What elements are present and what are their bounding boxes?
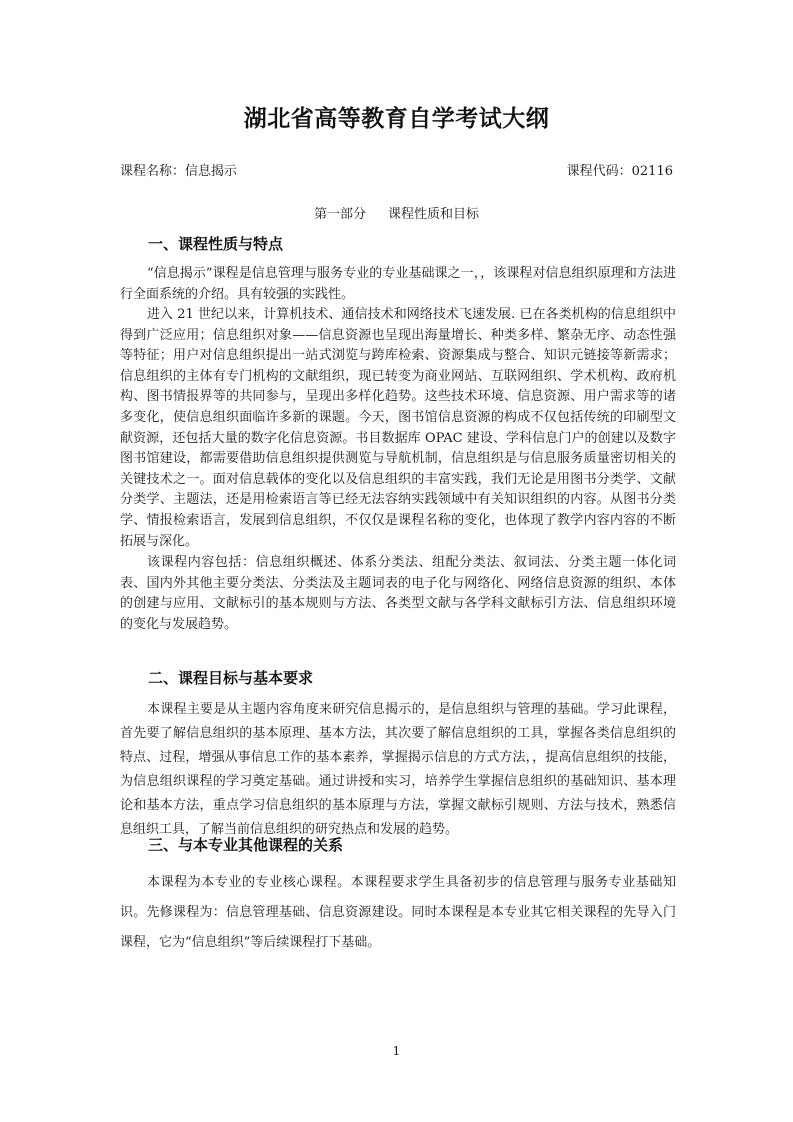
section-1-paragraph-3: 该课程内容包括：信息组织概述、体系分类法、组配分类法、叙词法、分类主题一体化词表、国内外其他主要分类法、分类法及主题词表的电子化与网络化、网络信息资源的组织、本体的创建与应用、文献标引的基本规则与方法、各类型文献与各学科文献标引方法、信息组织环境的变化与发展趋势。 (120, 555, 676, 632)
section-1-paragraph-2: 进入 21 世纪以来，计算机技术、通信技术和网络技术飞速发展. 已在各类机构的信息组织中得到广泛应用；信息组织对象——信息资源也呈现出海量增长、种类多样、繁杂无序、动态性强等特征；用户对信息组织提出一站式浏览与跨库检索、资源集成与整合、知识元链接等新需求；信息组织的主体有专门机构的文献组织，现已转变为商业网站、互联网组织、学术机构、政府机构、图书情报界等的共同参与，呈现出多样化趋势。这些技术环境、信息资源、用户需求等的诸多变化，使信息组织面临许多新的课题。今天，图书馆信息资源的构成不仅包括传统的印刷型文献资源，还包括大量的数字化信息资源。书目数据库 OPAC 建设、学科信息门户的创建以及数字图书馆建设，都需要借助信息组织提供测览与导航机制，信息组织是与信息服务质量密切相关的关键技术之一。面对信息载体的变化以及信息组织的丰富实践，我们无论是用图书分类学、文献分类学、主题法，还是用检索语言等已经无法容纳实践领域中有关知识组织的内容。从图书分类学、情报检索语言，发展到信息组织，不仅仅是课程名称的变化，也体现了教学内容内容的不断拓展与深化。 (120, 307, 676, 549)
section-heading-3: 三、与本专业其他课程的关系 (148, 836, 344, 854)
part-number: 第一部分 (313, 207, 366, 222)
course-name: 课程名称：信息揭示 (120, 164, 238, 179)
course-code: 课程代码：02116 (566, 164, 673, 179)
section-1-paragraph-1: “信息揭示”课程是信息管理与服务专业的专业基础课之一，，该课程对信息组织原理和方法进行全面系统的介绍。具有较强的实践性。 (120, 266, 676, 302)
section-heading-1: 一、课程性质与特点 (148, 235, 284, 253)
section-heading-2: 二、课程目标与基本要求 (148, 669, 314, 687)
section-2-paragraph-1: 本课程主要是从主题内容角度来研究信息揭示的，是信息组织与管理的基础。学习此课程，首先要了解信息组织的基本原理、基本方法，其次要了解信息组织的工具，掌握各类信息组织的特点、过程，增强从事信息工作的基本素养，掌握揭示信息的方式方法，，提高信息组织的技能，为信息组织课程的学习奠定基础。通过讲授和实习，培养学生掌握信息组织的基础知识、基本理论和基本方法，重点学习信息组织的基本原理与方法，掌握文献标引规则、方法与技术，熟悉信息组织工具，了解当前信息组织的研究热点和发展的趋势。 (120, 702, 676, 837)
page-number: 1 (392, 1044, 401, 1058)
section-3-paragraph-1: 本课程为本专业的专业核心课程。本课程要求学生具备初步的信息管理与服务专业基础知识。先修课程为：信息管理基础、信息资源建设。同时本课程是本专业其它相关课程的先导入门课程，它为“信息组织”等后续课程打下基础。 (120, 875, 676, 950)
part-heading (0, 203, 793, 222)
part-name: 课程性质和目标 (388, 207, 480, 222)
document-title: 湖北省高等教育自学考试大纲 (243, 106, 550, 132)
